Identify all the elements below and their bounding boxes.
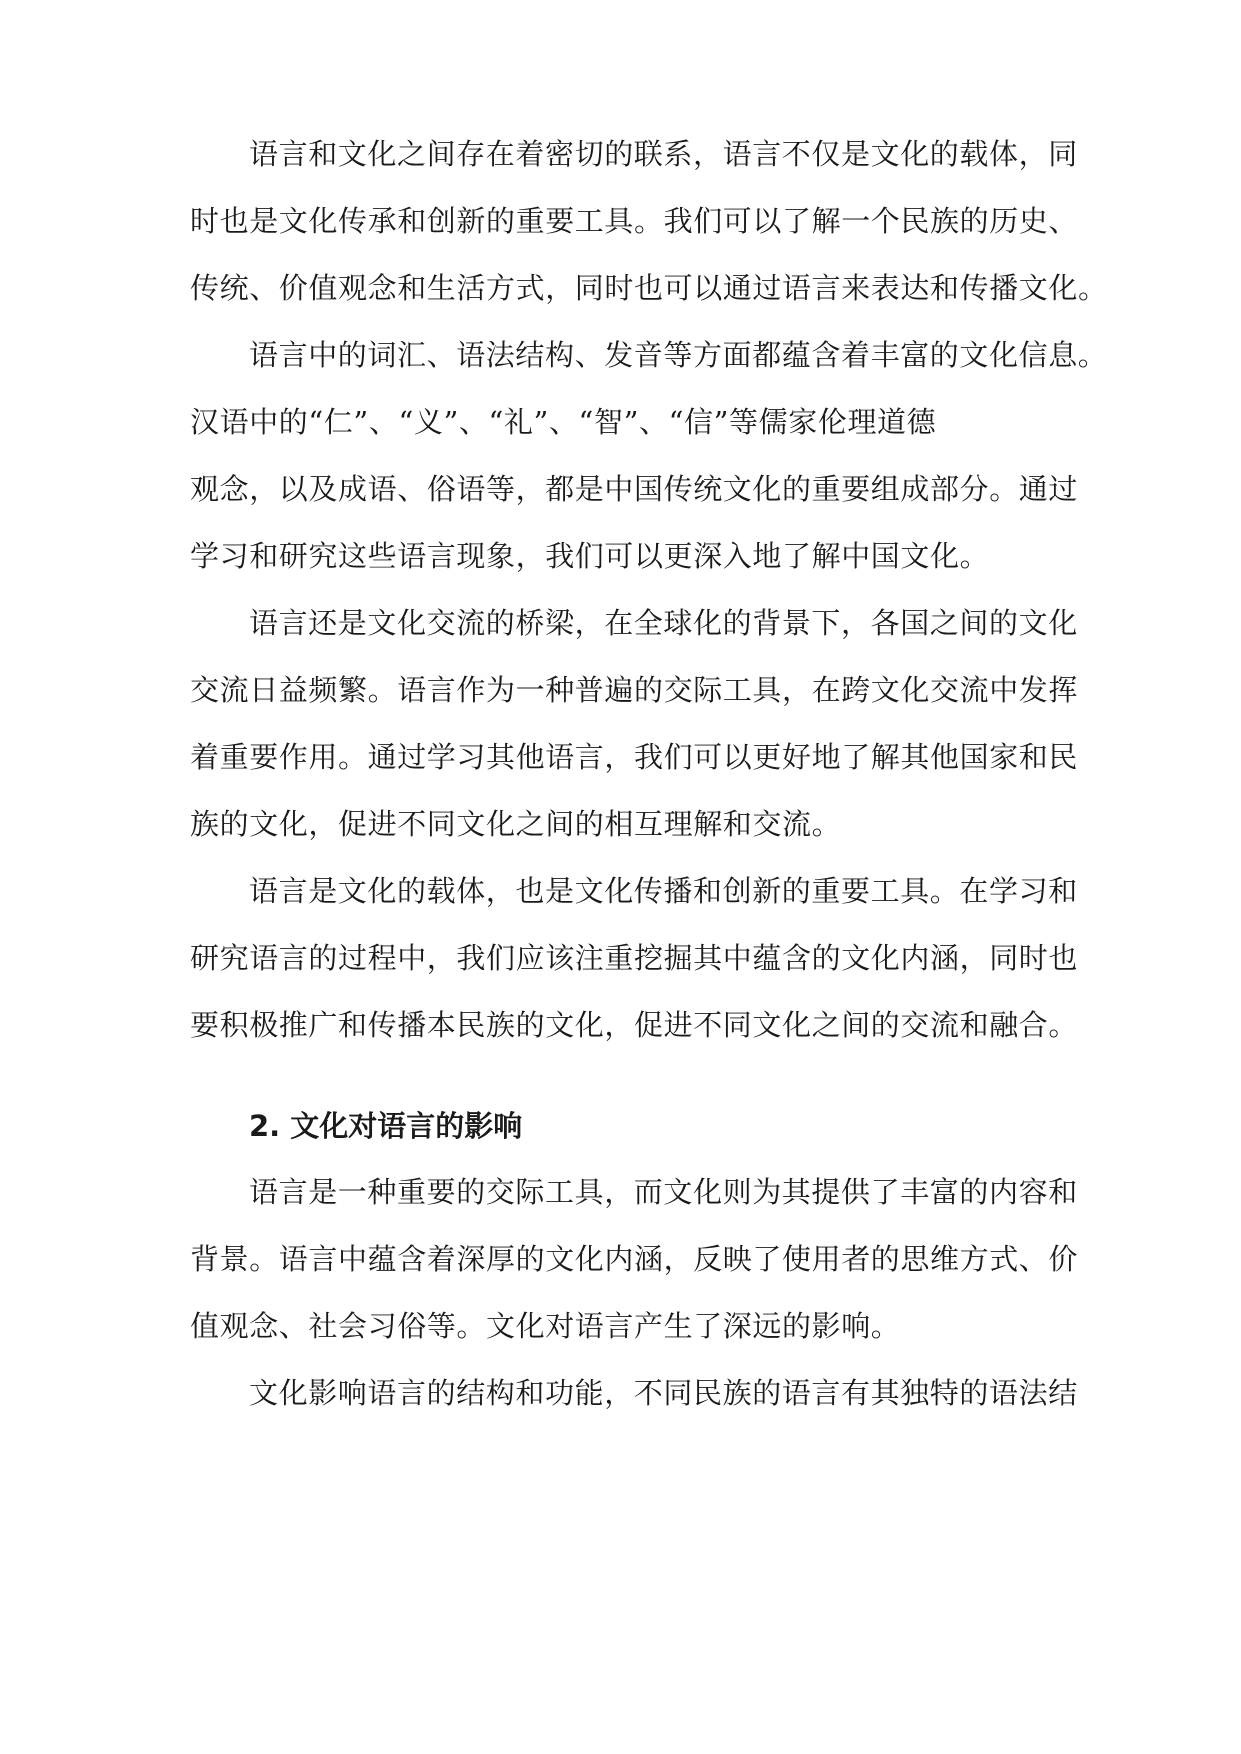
- paragraph-3-line-3: 着重要作用。通过学习其他语言，我们可以更好地了解其他国家和民: [190, 740, 1079, 774]
- paragraph-2-line-1: 语言中的词汇、语法结构、发音等方面都蕴含着丰富的文化信息。: [249, 338, 1108, 372]
- paragraph-1-line-3: 传统、价值观念和生活方式，同时也可以通过语言来表达和传播文化。: [190, 271, 1108, 305]
- paragraph-4-line-1: 语言是文化的载体，也是文化传播和创新的重要工具。在学习和: [249, 874, 1078, 908]
- section-paragraph-1-line-2: 背景。语言中蕴含着深厚的文化内涵，反映了使用者的思维方式、价: [190, 1242, 1079, 1276]
- paragraph-2-line-4: 学习和研究这些语言现象，我们可以更深入地了解中国文化。: [190, 539, 990, 573]
- paragraph-4-line-2: 研究语言的过程中，我们应该注重挖掘其中蕴含的文化内涵，同时也: [190, 941, 1079, 975]
- paragraph-4-line-3: 要积极推广和传播本民族的文化，促进不同文化之间的交流和融合。: [190, 1008, 1079, 1042]
- paragraph-3-line-4: 族的文化，促进不同文化之间的相互理解和交流。: [190, 807, 842, 841]
- paragraph-2-line-2: 汉语中的“仁”、“义”、“礼”、“智”、“信”等儒家伦理道德: [190, 405, 937, 439]
- paragraph-1-line-2: 时也是文化传承和创新的重要工具。我们可以了解一个民族的历史、: [190, 204, 1079, 238]
- paragraph-3-line-2: 交流日益频繁。语言作为一种普遍的交际工具，在跨文化交流中发挥: [190, 673, 1079, 707]
- section-paragraph-2-line-1: 文化影响语言的结构和功能，不同民族的语言有其独特的语法结: [249, 1376, 1078, 1410]
- paragraph-3-line-1: 语言还是文化交流的桥梁，在全球化的背景下，各国之间的文化: [249, 606, 1078, 640]
- paragraph-2-line-3: 观念，以及成语、俗语等，都是中国传统文化的重要组成部分。通过: [190, 472, 1079, 506]
- section-heading: 2. 文化对语言的影响: [249, 1109, 523, 1143]
- section-paragraph-1-line-1: 语言是一种重要的交际工具，而文化则为其提供了丰富的内容和: [249, 1175, 1078, 1209]
- paragraph-1-line-1: 语言和文化之间存在着密切的联系，语言不仅是文化的载体，同: [249, 137, 1078, 171]
- section-paragraph-1-line-3: 值观念、社会习俗等。文化对语言产生了深远的影响。: [190, 1309, 901, 1343]
